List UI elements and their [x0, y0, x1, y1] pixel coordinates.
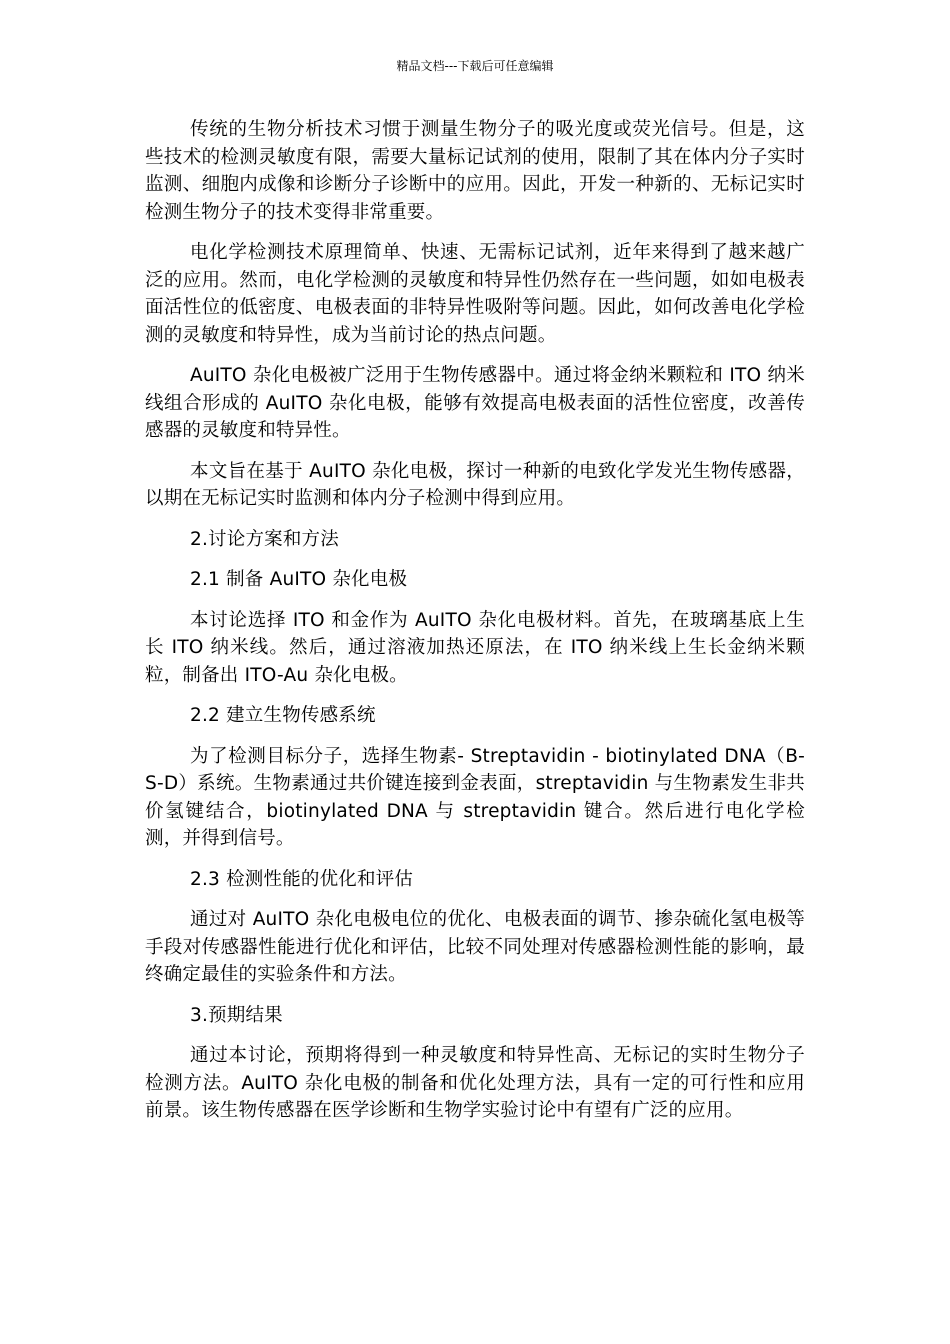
- subsection-heading-biosensing-system: 2.2 建立生物传感系统: [190, 705, 376, 726]
- section-heading-methods: 2.讨论方案和方法: [190, 528, 339, 550]
- paragraph-expected-results: 通过本讨论，预期将得到一种灵敏度和特异性高、无标记的实时生物分子检测方法。AuITO 杂化电极的制备和优化处理方法，具有一定的可行性和应用前景。该生物传感器在医学诊断和生物学实验讨论中有望有广泛的应用。: [145, 1045, 805, 1121]
- paragraph-aim: 本文旨在基于 AuITO 杂化电极，探讨一种新的电致化学发光生物传感器，以期在无标记实时监测和体内分子检测中得到应用。: [145, 460, 805, 509]
- page-header: 精品文档---下载后可任意编辑: [396, 59, 554, 73]
- subsection-heading-electrode-prep: 2.1 制备 AuITO 杂化电极: [190, 569, 408, 590]
- subsection-heading-optimization: 2.3 检测性能的优化和评估: [190, 868, 414, 890]
- document-body: [145, 116, 805, 1138]
- paragraph-intro-traditional-methods: 传统的生物分析技术习惯于测量生物分子的吸光度或荧光信号。但是，这些技术的检测灵敏度有限，需要大量标记试剂的使用，限制了其在体内分子实时监测、细胞内成像和诊断分子诊断中的应用。因此，开发一种新的、无标记实时检测生物分子的技术变得非常重要。: [145, 119, 805, 223]
- paragraph-electrochemical-detection: 电化学检测技术原理简单、快速、无需标记试剂，近年来得到了越来越广泛的应用。然而，电化学检测的灵敏度和特异性仍然存在一些问题，如如电极表面活性位的低密度、电极表面的非特异性吸附等问题。因此，如何改善电化学检测的灵敏度和特异性，成为当前讨论的热点问题。: [145, 242, 805, 346]
- paragraph-biosensing-system: 为了检测目标分子，选择生物素- Streptavidin - biotinylated DNA（B-S-D）系统。生物素通过共价键连接到金表面，streptavidin 与生物素发生非共价氢键结合，biotinylated DNA 与 streptavidin 键合。然后进行电化学检测，并得到信号。: [145, 745, 805, 849]
- paragraph-electrode-prep: 本讨论选择 ITO 和金作为 AuITO 杂化电极材料。首先，在玻璃基底上生长 ITO 纳米线。然后，通过溶液加热还原法，在 ITO 纳米线上生长金纳米颗粒，制备出 ITO-Au 杂化电极。: [145, 609, 805, 686]
- paragraph-auito-electrode: AuITO 杂化电极被广泛用于生物传感器中。通过将金纳米颗粒和 ITO 纳米线组合形成的 AuITO 杂化电极，能够有效提高电极表面的活性位密度，改善传感器的灵敏度和特异性。: [145, 365, 805, 441]
- paragraph-optimization: 通过对 AuITO 杂化电极电位的优化、电极表面的调节、掺杂硫化氢电极等手段对传感器性能进行优化和评估，比较不同处理对传感器检测性能的影响，最终确定最佳的实验条件和方法。: [145, 909, 805, 985]
- section-heading-expected-results: 3.预期结果: [190, 1004, 283, 1026]
